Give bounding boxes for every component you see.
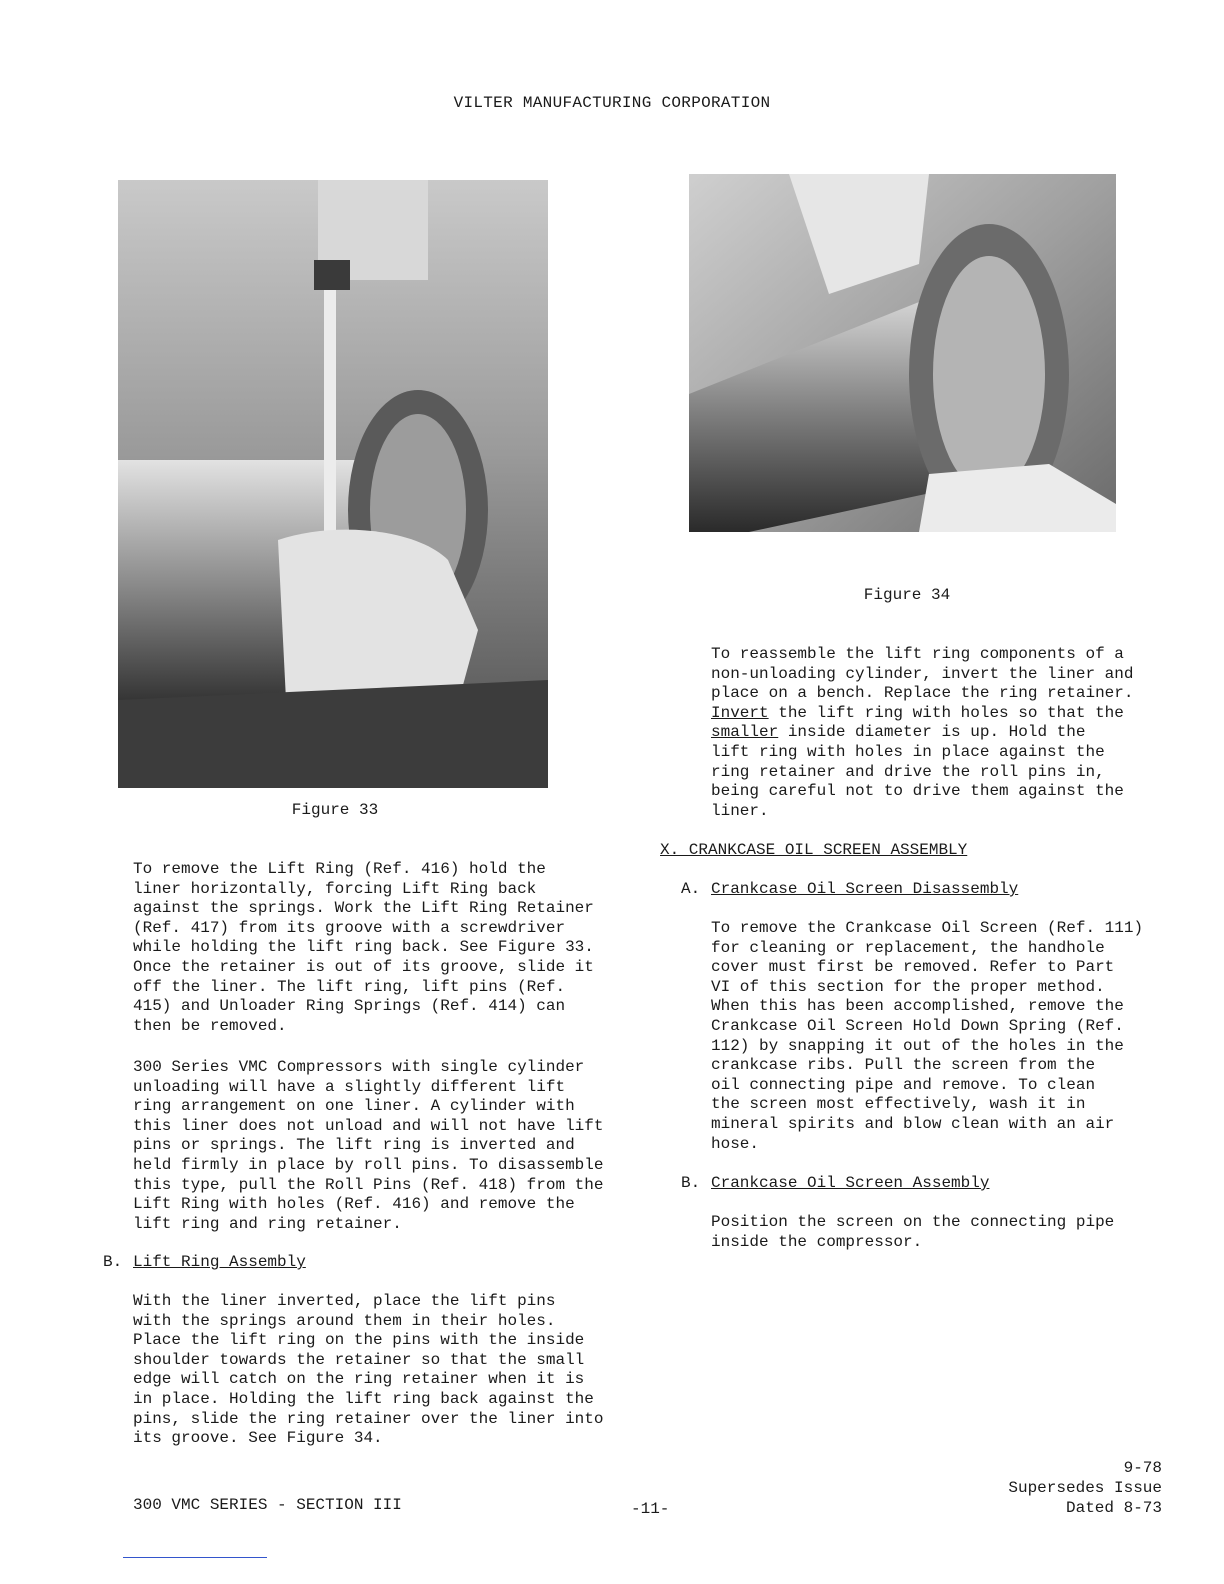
- smaller-emphasis: smaller: [711, 723, 779, 742]
- reassemble-paragraph: [711, 645, 1181, 821]
- reassemble-line-3: place on a bench. Replace the ring retainer.: [711, 684, 1134, 703]
- lift-ring-assembly-heading: Lift Ring Assembly: [133, 1253, 306, 1271]
- reassemble-line-4: [711, 704, 1181, 724]
- oil-screen-assembly-heading: Crankcase Oil Screen Assembly: [711, 1174, 990, 1192]
- crankcase-oil-screen-heading: X. CRANKCASE OIL SCREEN ASSEMBLY: [660, 841, 968, 859]
- invert-emphasis: Invert: [711, 703, 769, 722]
- company-header: VILTER MANUFACTURING CORPORATION: [453, 94, 771, 112]
- reassemble-line-5-rest: inside diameter is up. Hold the: [778, 723, 1086, 742]
- footer-series-section: 300 VMC SERIES - SECTION III: [133, 1496, 402, 1514]
- reassemble-line-4-rest: the lift ring with holes so that the: [768, 703, 1124, 722]
- section-b-right-letter: B.: [681, 1174, 701, 1192]
- lift-ring-removal-paragraph: To remove the Lift Ring (Ref. 416) hold the liner horizontally, forcing Lift Ring back against the springs. Work the Lift Ring Retainer (Ref. 417) from its groove with a screwdriver while holding the lift ring back. See Figure 33. Once the retainer is out of its groove, slide it off the liner. The lift ring, lift pins (Ref. 415) and Unloader Ring Springs (Ref. 414) can then be removed.: [133, 860, 594, 1035]
- photo-lift-ring-assembly: [689, 174, 1116, 532]
- page-number: -11-: [631, 1500, 670, 1518]
- oil-screen-disassembly-heading: Crankcase Oil Screen Disassembly: [711, 880, 1019, 898]
- reassemble-line-5: [711, 723, 1181, 743]
- section-a-letter: A.: [681, 880, 701, 898]
- single-cylinder-unloading-paragraph: 300 Series VMC Compressors with single cylinder unloading will have a slightly different lift ring arrangement on one liner. A cylinder with this liner does not unload and will not have lift pins or springs. The lift ring is inverted and held firmly in place by roll pins. To disassemble this type, pull the Roll Pins (Ref. 418) from the Lift Ring with holes (Ref. 416) and remove the lift ring and ring retainer.: [133, 1058, 604, 1233]
- reassemble-line-1: To reassemble the lift ring components of a: [711, 645, 1124, 663]
- bottom-rule: [123, 1557, 267, 1558]
- figure-33-caption: Figure 33: [291, 801, 379, 819]
- photo-screwdriver-lift-ring: [118, 180, 548, 788]
- figure-34-photo: [689, 174, 1116, 532]
- lift-ring-assembly-paragraph: With the liner inverted, place the lift pins with the springs around them in their holes. Place the lift ring on the pins with the inside shoulder towards the retainer so that the small edge will catch on the ring retainer when it is in place. Holding the lift ring back against the pins, slide the ring retainer over the liner into its groove. See Figure 34.: [133, 1292, 604, 1448]
- reassemble-line-2: non-unloading cylinder, invert the liner and: [711, 664, 1134, 683]
- reassemble-rest: lift ring with holes in place against the ring retainer and drive the roll pins in, being careful not to drive them against the liner.: [711, 742, 1124, 820]
- footer-supersedes: Supersedes Issue: [1008, 1479, 1162, 1497]
- oil-screen-disassembly-paragraph: To remove the Crankcase Oil Screen (Ref. 111) for cleaning or replacement, the handhole cover must first be removed. Refer to Part VI of this section for the proper method. When this has been accomplished, remove the Crankcase Oil Screen Hold Down Spring (Ref. 112) by snapping it out of the holes in the crankcase ribs. Pull the screen from the oil connecting pipe and remove. To clean the screen most effectively, wash it in mineral spirits and blow clean with an air hose.: [711, 919, 1144, 1153]
- figure-33-photo: [118, 180, 548, 788]
- footer-dated: Dated 8-73: [1065, 1499, 1162, 1517]
- footer-issue-date: 9-78: [1123, 1459, 1162, 1477]
- section-b-letter: B.: [103, 1253, 123, 1271]
- oil-screen-assembly-paragraph: Position the screen on the connecting pipe inside the compressor.: [711, 1213, 1115, 1251]
- figure-34-caption: Figure 34: [863, 586, 951, 604]
